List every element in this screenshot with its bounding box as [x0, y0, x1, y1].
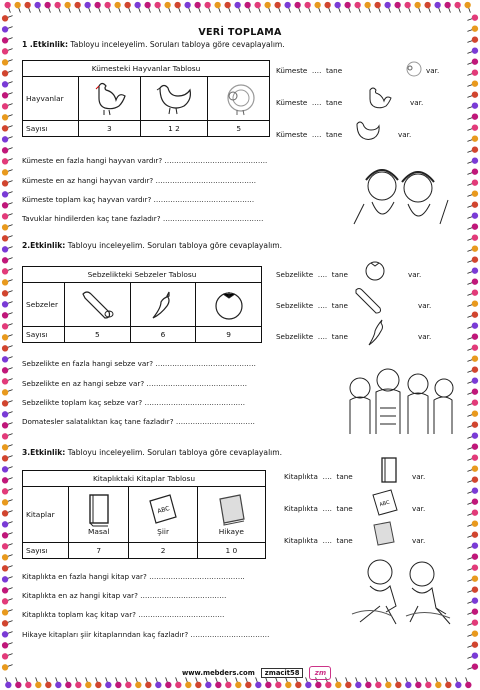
lollipop-icon [466, 58, 479, 68]
count-label: Sayısı [23, 121, 79, 137]
lollipop-icon [134, 1, 144, 14]
lollipop-icon [23, 676, 33, 689]
lollipop-icon [466, 168, 479, 178]
lollipop-icon [466, 366, 479, 376]
turkey-icon [404, 60, 422, 78]
activity-3-heading: 3.Etkinlik: Tabloyu inceleyelim. Soruları tabloya göre cevaplayalım. [22, 448, 283, 457]
lollipop-icon [1, 519, 14, 529]
book-name: Hikaye [218, 527, 244, 536]
side-line-var: var. [412, 536, 426, 545]
lollipop-icon [1, 607, 14, 617]
lollipop-icon [304, 1, 314, 14]
lollipop-icon [1, 431, 14, 441]
table-count: 1 0 [197, 543, 265, 559]
side-line-var: var. [398, 130, 412, 139]
lollipop-icon [1, 178, 14, 188]
lollipop-icon [1, 321, 14, 331]
side-line: Sebzelikte …. tane [276, 332, 348, 341]
lollipop-icon [83, 676, 93, 689]
lollipop-icon [466, 102, 479, 112]
side-line: Kümeste …. tane [276, 66, 343, 75]
side-line: Kitaplıkta …. tane [284, 504, 353, 513]
lollipop-icon [333, 676, 343, 689]
lollipop-icon [4, 1, 14, 14]
row-label: Hayvanlar [23, 77, 79, 121]
lollipop-icon [1, 244, 14, 254]
lollipop-icon [466, 432, 479, 442]
animals-table [22, 60, 270, 137]
page-title: VERİ TOPLAMA [198, 27, 282, 38]
lollipop-icon [1, 35, 14, 45]
lollipop-icon [143, 676, 153, 689]
lollipop-icon [466, 487, 479, 497]
table-count: 1 2 [140, 121, 208, 137]
side-line-var: var. [412, 504, 426, 513]
side-line: Sebzelikte …. tane [276, 270, 348, 279]
cucumber-icon [352, 286, 386, 316]
lollipop-icon [434, 1, 444, 14]
lollipop-icon [466, 520, 479, 530]
lollipop-icon [466, 663, 479, 673]
side-line-var: var. [418, 332, 432, 341]
lollipop-icon [1, 90, 14, 100]
lollipop-icon [1, 552, 14, 562]
lollipop-icon [364, 1, 374, 14]
lollipop-icon [124, 1, 134, 14]
question: Domatesler salatalıktan kaç tane fazladır? …………………………… [22, 417, 255, 426]
lollipop-icon [1, 266, 14, 276]
question: Hikaye kitapları şiir kitaplarından kaç fazladır? …………………………… [22, 630, 270, 639]
lollipop-icon [1, 585, 14, 595]
lollipop-icon [466, 608, 479, 618]
lollipop-icon [466, 564, 479, 574]
lollipop-icon [466, 311, 479, 321]
book-cell [129, 487, 197, 543]
lollipop-icon [466, 355, 479, 365]
table-count: 2 [129, 543, 197, 559]
lollipop-icon [466, 465, 479, 475]
notebook-icon [214, 493, 248, 527]
lollipop-icon [74, 1, 84, 14]
lollipop-icon [113, 676, 123, 689]
lollipop-icon [466, 36, 479, 46]
rooster-icon [364, 86, 394, 112]
lollipop-icon [1, 629, 14, 639]
lollipop-icon [414, 1, 424, 14]
lollipop-icon [403, 676, 413, 689]
lollipop-icon [466, 245, 479, 255]
row-label: Kitaplar [23, 487, 69, 543]
lollipop-icon [43, 676, 53, 689]
lollipop-icon [466, 146, 479, 156]
tomato-icon [196, 283, 262, 327]
lollipop-icon [14, 1, 24, 14]
side-line: Sebzelikte …. tane [276, 301, 348, 310]
lollipop-icon [413, 676, 423, 689]
lollipop-icon [393, 676, 403, 689]
lollipop-icon [1, 398, 14, 408]
table-title: Sebzelikteki Sebzeler Tablosu [23, 267, 262, 283]
site-link[interactable]: www.mebders.com [182, 669, 255, 677]
lollipop-icon [184, 1, 194, 14]
lollipop-icon [1, 618, 14, 628]
lollipop-icon [234, 1, 244, 14]
lollipop-icon [1, 486, 14, 496]
pepper-icon [130, 283, 196, 327]
side-line: Kümeste …. tane [276, 130, 343, 139]
lollipop-icon [433, 676, 443, 689]
lollipop-icon [1, 376, 14, 386]
lollipop-icon [466, 69, 479, 79]
lollipop-icon [463, 676, 473, 689]
book-cell [69, 487, 129, 543]
lollipop-icon [466, 652, 479, 662]
lollipop-icon [224, 1, 234, 14]
lollipop-icon [466, 135, 479, 145]
lollipop-icon [466, 223, 479, 233]
lollipop-icon [466, 278, 479, 288]
lollipop-icon [204, 1, 214, 14]
lollipop-icon [466, 410, 479, 420]
lollipop-icon [466, 289, 479, 299]
lollipop-icon [1, 211, 14, 221]
children-illustration [352, 154, 452, 232]
side-line-var: var. [408, 270, 422, 279]
question: Tavuklar hindilerden kaç tane fazladır? …………………………………… [22, 214, 264, 223]
lollipop-icon [264, 1, 274, 14]
question: Kümeste en fazla hangi hayvan vardır? ……………………………………. [22, 156, 268, 165]
lollipop-icon [1, 189, 14, 199]
book-icon [84, 493, 114, 527]
lollipop-icon [1, 420, 14, 430]
lollipop-icon [466, 113, 479, 123]
lollipop-icon [466, 190, 479, 200]
lollipop-icon [334, 1, 344, 14]
lollipop-icon [103, 676, 113, 689]
lollipop-icon [1, 409, 14, 419]
question: Sebzelikte en az hangi sebze var? …………………………………… [22, 379, 248, 388]
lollipop-icon [1, 332, 14, 342]
lollipop-icon [1, 13, 14, 23]
lollipop-icon [1, 651, 14, 661]
lollipop-icon [466, 399, 479, 409]
books-table [22, 470, 266, 559]
side-line: Kitaplıkta …. tane [284, 536, 353, 545]
side-line: Kitaplıkta …. tane [284, 472, 353, 481]
side-line-var: var. [426, 66, 440, 75]
lollipop-icon [64, 1, 74, 14]
activity-2-heading: 2.Etkinlik: Tabloyu inceleyelim. Soruları tabloya göre cevaplayalım. [22, 241, 283, 250]
lollipop-icon [1, 145, 14, 155]
zm-logo: zm [309, 666, 331, 680]
table-count: 5 [208, 121, 270, 137]
table-count: 7 [69, 543, 129, 559]
lollipop-icon [54, 1, 64, 14]
lollipop-icon [1, 233, 14, 243]
lollipop-icon [174, 1, 184, 14]
side-line-var: var. [412, 472, 426, 481]
lollipop-icon [466, 421, 479, 431]
running-kids-illustration [350, 552, 454, 628]
lollipop-icon [1, 442, 14, 452]
question: Sebzelikte en fazla hangi sebze var? …………………………………… [22, 359, 256, 368]
lollipop-icon [1, 640, 14, 650]
lollipop-icon [466, 619, 479, 629]
lollipop-icon [1, 475, 14, 485]
lollipop-icon [466, 91, 479, 101]
lollipop-icon [324, 1, 334, 14]
lollipop-icon [363, 676, 373, 689]
lollipop-icon [1, 563, 14, 573]
people-illustration [338, 358, 464, 434]
side-line-var: var. [410, 98, 424, 107]
footer [182, 666, 331, 680]
table-title: Kümesteki Hayvanlar Tablosu [23, 61, 270, 77]
side-line-var: var. [418, 301, 432, 310]
lollipop-icon [466, 201, 479, 211]
book-name: Şiir [157, 527, 169, 536]
lollipop-icon [466, 531, 479, 541]
lollipop-icon [423, 676, 433, 689]
lollipop-icon [1, 24, 14, 34]
lollipop-icon [466, 597, 479, 607]
lollipop-icon [93, 676, 103, 689]
lollipop-icon [466, 234, 479, 244]
svg-text:ABC: ABC [156, 505, 171, 516]
lollipop-icon [1, 134, 14, 144]
lollipop-icon [1, 112, 14, 122]
lollipop-icon [173, 676, 183, 689]
lollipop-icon [164, 1, 174, 14]
lollipop-icon [1, 222, 14, 232]
lollipop-icon [384, 1, 394, 14]
lollipop-icon [294, 1, 304, 14]
lollipop-icon [1, 310, 14, 320]
question: Kümeste en az hangi hayvan vardır? …………………………………… [22, 176, 257, 185]
lollipop-icon [153, 676, 163, 689]
book-icon [378, 456, 402, 486]
lollipop-icon [214, 1, 224, 14]
book-name: Masal [88, 527, 110, 536]
table-count: 9 [196, 327, 262, 343]
lollipop-icon [404, 1, 414, 14]
row-label: Sebzeler [23, 283, 65, 327]
lollipop-icon [466, 25, 479, 35]
lollipop-icon [466, 476, 479, 486]
lollipop-icon [1, 101, 14, 111]
table-title: Kitaplıktaki Kitaplar Tablosu [23, 471, 266, 487]
author-badge: zmacit58 [261, 668, 304, 678]
lollipop-icon [466, 179, 479, 189]
lollipop-icon [53, 676, 63, 689]
book-cell [197, 487, 265, 543]
notebook-icon [370, 520, 398, 548]
lollipop-icon [466, 47, 479, 57]
lollipop-icon [284, 1, 294, 14]
lollipop-icon [194, 1, 204, 14]
lollipop-icon [466, 630, 479, 640]
lollipop-icon [466, 575, 479, 585]
lollipop-icon [454, 1, 464, 14]
lollipop-icon [1, 68, 14, 78]
count-label: Sayısı [23, 327, 65, 343]
lollipop-icon [104, 1, 114, 14]
lollipop-icon [1, 79, 14, 89]
lollipop-icon [394, 1, 404, 14]
lollipop-icon [466, 542, 479, 552]
lollipop-icon [466, 498, 479, 508]
lollipop-icon [466, 300, 479, 310]
lollipop-icon [114, 1, 124, 14]
lollipop-icon [73, 676, 83, 689]
hen-icon [140, 77, 208, 121]
lollipop-icon [1, 530, 14, 540]
lollipop-icon [466, 256, 479, 266]
lollipop-icon [1, 277, 14, 287]
worksheet [14, 14, 466, 676]
question: Kitaplıkta en az hangi kitap var? ……………………………… [22, 591, 227, 600]
lollipop-icon [244, 1, 254, 14]
lollipop-icon [466, 322, 479, 332]
lollipop-icon [163, 676, 173, 689]
lollipop-icon [353, 676, 363, 689]
lollipop-icon [1, 574, 14, 584]
lollipop-icon [466, 454, 479, 464]
lollipop-icon [466, 388, 479, 398]
table-count: 3 [79, 121, 141, 137]
lollipop-icon [466, 553, 479, 563]
lollipop-icon [33, 676, 43, 689]
lollipop-icon [1, 46, 14, 56]
svg-text:ABC: ABC [378, 499, 391, 509]
question: Kümeste toplam kaç hayvan vardır? …………………………………… [22, 195, 255, 204]
lollipop-icon [1, 453, 14, 463]
lollipop-icon [443, 676, 453, 689]
lollipop-icon [1, 387, 14, 397]
pepper-icon [364, 318, 390, 348]
hen-icon [352, 118, 382, 144]
lollipop-icon [1, 200, 14, 210]
vegetables-table [22, 266, 262, 343]
lollipop-icon [343, 676, 353, 689]
lollipop-icon [1, 464, 14, 474]
lollipop-icon [466, 344, 479, 354]
lollipop-icon [1, 541, 14, 551]
tomato-icon [362, 258, 388, 282]
lollipop-icon [1, 508, 14, 518]
lollipop-icon [133, 676, 143, 689]
lollipop-icon [254, 1, 264, 14]
lollipop-icon [1, 662, 14, 672]
count-label: Sayısı [23, 543, 69, 559]
lollipop-icon [466, 377, 479, 387]
lollipop-icon [1, 123, 14, 133]
lollipop-icon [3, 676, 13, 689]
lollipop-icon [1, 156, 14, 166]
lollipop-icon [466, 333, 479, 343]
lollipop-icon [154, 1, 164, 14]
lollipop-icon [34, 1, 44, 14]
lollipop-icon [1, 167, 14, 177]
lollipop-icon [44, 1, 54, 14]
lollipop-icon [466, 641, 479, 651]
abc-book-icon [146, 493, 180, 527]
lollipop-icon [123, 676, 133, 689]
lollipop-icon [464, 1, 474, 14]
lollipop-icon [453, 676, 463, 689]
table-count: 5 [65, 327, 131, 343]
activity-1-heading: 1 .Etkinlik: Tabloyu inceleyelim. Soruları tabloya göre cevaplayalım. [22, 40, 285, 49]
table-count: 6 [130, 327, 196, 343]
lollipop-icon [354, 1, 364, 14]
lollipop-icon [1, 365, 14, 375]
lollipop-icon [466, 443, 479, 453]
lollipop-icon [466, 80, 479, 90]
lollipop-icon [444, 1, 454, 14]
lollipop-icon [1, 343, 14, 353]
lollipop-icon [383, 676, 393, 689]
question: Kitaplıkta toplam kaç kitap var? ……………………………… [22, 610, 225, 619]
side-line: Kümeste …. tane [276, 98, 343, 107]
lollipop-icon [466, 124, 479, 134]
question: Sebzelikte toplam kaç sebze var? …………………………………… [22, 398, 246, 407]
lollipop-icon [144, 1, 154, 14]
lollipop-icon [63, 676, 73, 689]
lollipop-icon [1, 57, 14, 67]
lollipop-icon [13, 676, 23, 689]
lollipop-icon [1, 497, 14, 507]
cucumber-icon [65, 283, 131, 327]
lollipop-icon [344, 1, 354, 14]
lollipop-icon [24, 1, 34, 14]
lollipop-icon [466, 267, 479, 277]
lollipop-icon [374, 1, 384, 14]
rooster-icon [79, 77, 141, 121]
lollipop-icon [466, 509, 479, 519]
lollipop-icon [466, 157, 479, 167]
lollipop-icon [466, 586, 479, 596]
lollipop-icon [1, 354, 14, 364]
lollipop-icon [1, 288, 14, 298]
abc-book-icon [370, 488, 402, 518]
lollipop-icon [1, 596, 14, 606]
lollipop-icon [424, 1, 434, 14]
lollipop-icon [314, 1, 324, 14]
lollipop-icon [466, 212, 479, 222]
turkey-icon [208, 77, 270, 121]
lollipop-icon [94, 1, 104, 14]
lollipop-icon [84, 1, 94, 14]
lollipop-icon [1, 255, 14, 265]
lollipop-icon [373, 676, 383, 689]
lollipop-icon [1, 299, 14, 309]
question: Kitaplıkta en fazla hangi kitap var? …………………………………. [22, 572, 245, 581]
lollipop-icon [466, 14, 479, 24]
lollipop-icon [274, 1, 284, 14]
